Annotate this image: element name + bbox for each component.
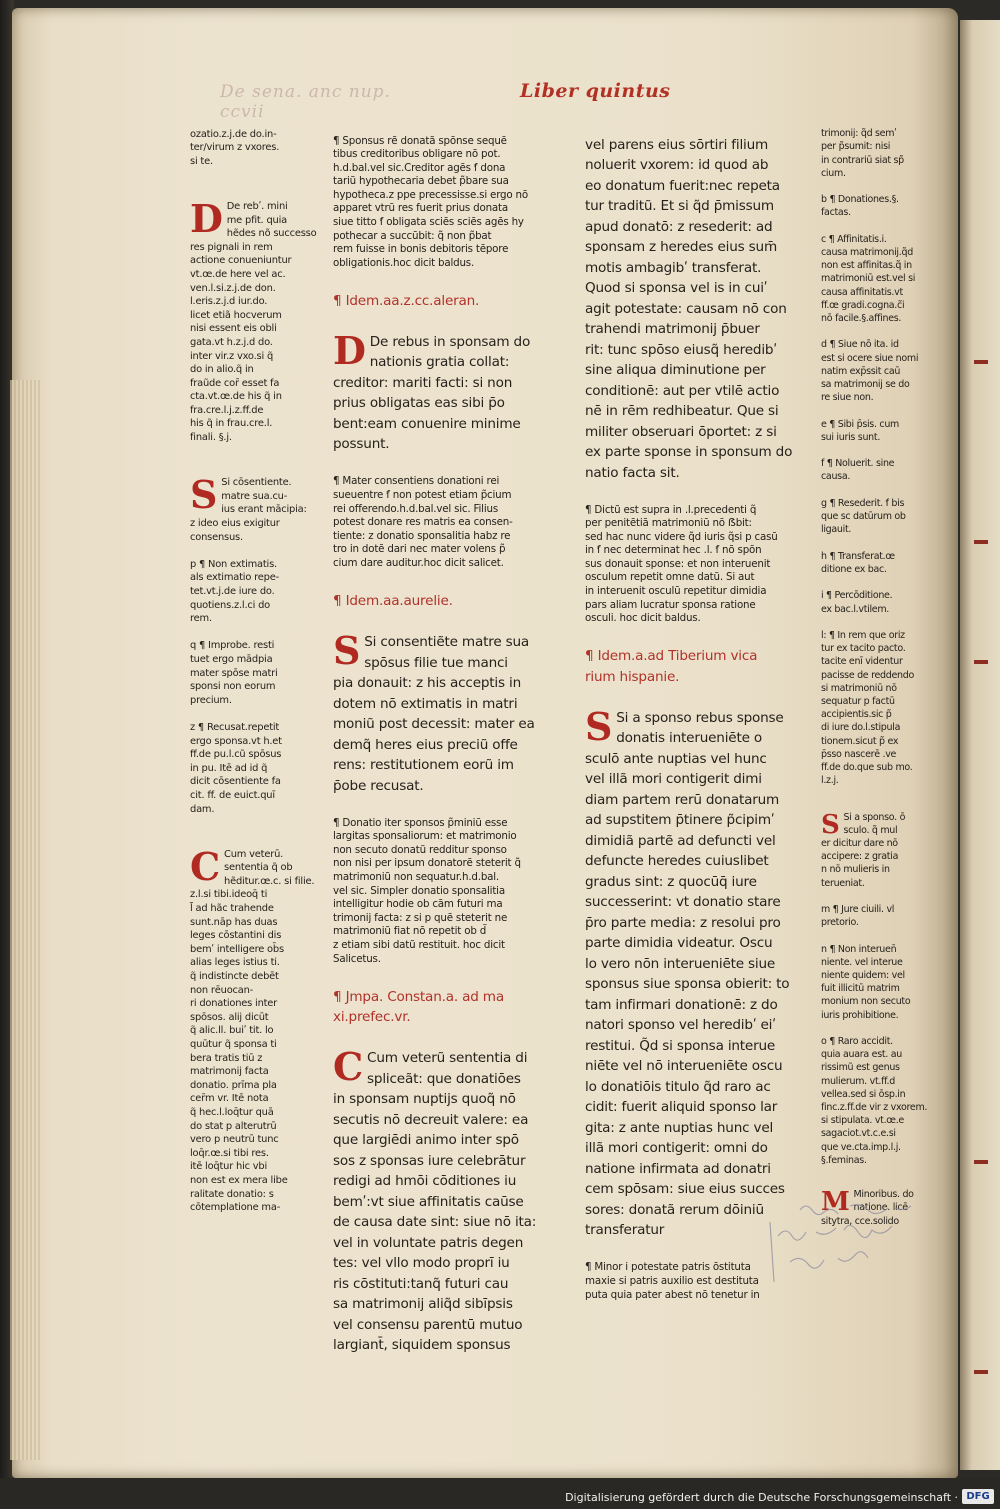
gloss-text: Cum veterū. sententia q̃ ob hẽditur.œ.c. si filie. z.l.si tibi.ideoq̄ ti l̃ ad hãc trahende sunt.nāp has duas leges cōstantini dis bemʹ intelligere ob̄s alias leges istius ti. q̃ indistincte debēt non rēuocan- ri donationes inter spōsos. alij dicūt q̃ alic.ll. buiʹ tit. lo quūtur q̃ sponsa ti bera tratis tiū z matrimonij facta donatio. prīma pla cer̄m vr. Itē nota q̃ hec.l.loq̄tur quā do stat p alterutrū vero p neutrū tunc loq̄r.œ.si tibi res. itē loq̄tur hic vbi non est ex mera libe ralitate donatio: s cōtemplatione ma- [190, 848, 315, 1214]
law-text [585, 703, 817, 1241]
gloss-paragraph: n ¶ Non interuen̄ niente. vel interue niente quidem: vel fuit illicitū matrim monium non secuto iuris prohibitione. [821, 943, 911, 1021]
running-head-title: Liber quintus [520, 80, 671, 102]
page-stack-edge [10, 380, 40, 1460]
dfg-logo: DFG [962, 1489, 994, 1504]
law-text-body: Si consentiẽte matre sua spōsus filie tue manci pia donauit: z his acceptis in dotem nō extimatis in matri moniũ post decessit: mater ea demq̃ heres eius preciũ offe rens: restitutionem eorũ im p̄obe recusat. [333, 634, 535, 794]
gloss-paragraph: q ¶ Improbe. resti tuet ergo mādpia mater spōse matri sponsi non eorum precium. [190, 640, 278, 706]
gloss-paragraph [190, 472, 330, 544]
red-initial: S [585, 703, 613, 749]
main-text-column-right [585, 114, 817, 1301]
gloss-paragraph: b ¶ Donationes.§. factas. [821, 194, 899, 219]
gloss-column-left [190, 114, 330, 1214]
gloss-paragraph: p ¶ Non extimatis. als extimatio repe- tet.vt.j.de iure do. quotiens.z.l.ci do rem. [190, 558, 279, 625]
rubric-mark [974, 1370, 988, 1374]
gloss-text: Si a sponso. ō sculo. q̃ mul er dicitur dare nō accipere: z gratia n nō mulieris in terueniat. [821, 811, 906, 889]
gloss-text: Minoribus. do natione. licē sitytra, cce.solido [821, 1189, 914, 1227]
gloss-paragraph: trimonij: q̃d semʹ per p̃sumit: nisi in contrariū siat sp̃ cium. [821, 128, 904, 179]
red-initial: S [821, 809, 840, 840]
red-initial: C [190, 843, 221, 889]
rubric-mark [974, 1160, 988, 1164]
summary-paragraph: ¶ Dictũ est supra in .l.precedenti q̃ per penitētiā matrimoniū nō ẞbit: sed hac nunc videre q̃d iuris q̃si p casū in ẝ nec determinat hec .l. ẝ nō spōn sus donauit sponse: et non interuenit osculum repetit omne datũ. Si aut in interuenit osculū repetitur dimidia pars aliam lucratur sponsa ratione osculi. hoc dicit baldus. [585, 503, 778, 625]
gloss-paragraph: i ¶ Percōditione. ex bac.l.vtilem. [821, 590, 893, 615]
rubric-mark [974, 540, 988, 544]
rubric-heading: ¶ Jmpa. Constan.a. ad ma xi.prefec.vr. [333, 988, 504, 1026]
red-initial: S [190, 472, 218, 518]
law-text-body: Cum veterũ sententia di spliceãt: que donatiōes in sponsam nuptijs quoq̃ nō secutis nō decreuit valere: ea que largiēdi animo inter spō sos z sponsas iure celebrātur redigi ad hmōi cōditiones iu bemʹ:vt siue affinitatis caūse de causa date sint: siue nō ita: vel in voluntate patris degen tes: vel vllo modo proprī iu ris cōstituti:tanq̃ futuri cau sa matrimonij aliq̃d sibīpsis vel consensu parentū mutuo largiant̄, siquidem sponsus [333, 1050, 537, 1354]
show-through-running-head: De sena. anc nup. ccvii [220, 82, 391, 122]
rubric-heading: ¶ Idem.aa.aurelie. [333, 593, 453, 610]
red-initial: C [333, 1044, 364, 1090]
law-text [333, 628, 578, 796]
gloss-paragraph: e ¶ Sibi p̄sis. cum sui iuris sunt. [821, 418, 899, 443]
gloss-paragraph: m ¶ Jure ciuili. vl pretorio. [821, 903, 895, 929]
main-text-column-left [333, 114, 578, 1354]
gloss-paragraph: f ¶ Noluerit. sine causa. [821, 458, 895, 483]
rubric-mark [974, 360, 988, 364]
gloss-paragraph: z ¶ Recusat.repetit ergo sponsa.vt h.et ff.de pu.l.cũ spōsus in pu. Itē ad id q̃ dicit cōsentiente fa cit. ff. de euict.quī dam. [190, 721, 282, 815]
rubric-mark [974, 660, 988, 664]
gloss-text: Si cōsentiente. matre sua.cu- ius erant mācipia: z ideo eius exigitur consensus. [190, 477, 307, 543]
law-text: vel parens eius sōrtiri filium noluerit vxorem: id quod ab eo donatum fuerit:nec repeta tur traditũ. Et si q̃d p̄missum apud donatō: z resederit: ad sponsam z heredes eius sum̄ motis ambagibʹ transferat. Quod si sponsa vel is in cuiʹ agit potestate: causam nō con trahendi matrimonij p̄buer rit: tunc spōso eiusq̃ heredibʹ sine aliqua diminutione per conditionē: aut per vtilē actio nē in rēm redhibeatur. Que si militer obseruari ōportet: z si ex parte sponse in sponsum do natio facta sit. [585, 136, 793, 481]
law-text-body: Si a sponso rebus sponse donatis interueniēte o sculō ante nuptias vel hunc vel illã mori contigerit dimi diam partem rerū donatarum ad supstitem p̄tinere p̃cipimʹ dimidiã partẽ ad defuncti vel defuncte heredes cuiuslibet gradus sint: z quocūq̄ iure successerint: vt donatio stare p̄ro parte media: z resolui pro parte dimidia videatur. Oscu lo vero nōn interueniēte siue sponsus siue sponsa obierit: to tam infirmari donationē: z do natori sponso vel heredibʹ eiʹ restitui. Q̃d si sponsa interue niēte vel nō interueniēte oscu lo donatiōis titulo q̃d raro ac cidit: fuerit aliquid sponso lar gita: z ante nuptias hunc vel illã mori contigerit: omni do natione infirmata ad donatri cem spōsam: siue eius succes sores: donatã rerum dōiniū transferatur [585, 709, 790, 1239]
summary-paragraph: ¶ Sponsus rẽ donatã spōnse sequē tibus creditoribus obligare nō pot. h.d.bal.vel sic.Creditor agēs ẝ dona tariũ hypothecaria debet p̃bare sua hypotheca.z ppe precessisse.si ergo nō apparet vtrū res fuerit prius donata siue titto ẝ obligata sciēs sciēs agēs hy pothecar a succūbit: q̃ non p̃bat rem fuisse in bonis debitoris tēpore obligationis.hoc dicit baldus. [333, 134, 528, 269]
gloss-paragraph [190, 843, 330, 1215]
red-initial: M [821, 1187, 850, 1218]
red-initial: S [333, 628, 361, 674]
next-page-edge [960, 20, 1000, 1470]
rubric-heading: ¶ Idem.a.ad Tiberium vica rium hispanie. [585, 648, 758, 685]
summary-paragraph: ¶ Mater consentiens donationi rei sueuentre ẝ non potest etiam p̃cium rei offerendo.h.d.bal.vel sic. Filius potest donare res matris ea consen- tiente: z donatio sponsalitia habz re tro in dotē dari nec mater volens p̃ cium dare auditur.hoc dicit salicet. [333, 475, 513, 569]
law-text [333, 327, 578, 455]
gloss-paragraph: o ¶ Raro accidit. quia auara est. au rissimũ est genus mulierum. vt.ff.d vellea.sed si ōsp.in finc.z.ff.de vir z vxorem. si stipulata. vt.œ.e sagaciot.vt.c.e.si que ve.cta.imp.l.j. §.feminas. [821, 1036, 928, 1166]
summary-paragraph: ¶ Donatio iter sponsos p̃miniū esse largitas sponsaliorum: et matrimonio non secuto donatũ redditur sponso non nisi per ipsum donatorē steterit q̃ matrimoniũ non sequatur.h.d.bal. vel sic. Simpler donatio sponsalitia intelligitur hodie ob cām futuri ma trimonij facta: z si p quē steterit ne matrimoniũ fiat nō repetit ob d̃ z etiam sibi datũ restituit. hoc dicit Salicetus. [333, 816, 521, 965]
gloss-text: De rebʹ. mini me pfit. quia hẽdes nõ successo res pignali in rem actione conueniuntur vt.œ.de here vel ac. ven.l.si.z.j.de don. l.eris.z.j.d iur.do. licet etiã hocverum nisi essent eis obli gata.vt h.z.j.d do. inter vir.z vxo.si q̃ do in alio.q̃ in fraũde cor̄ esset fa cta.vt.œ.de his q̃ in fra.cre.l.j.z.ff.de his q̃ in frau.cre.l. finali. §.j. [190, 200, 317, 444]
gloss-paragraph: c ¶ Affinitatis.i. causa matrimonij.q̃d non est affinitas.q̃ in matrimoniū est.vel si causa affinitatis.vt ff.œ gradi.cogna.c̃i nō facile.§.affines. [821, 233, 916, 325]
red-initial: D [333, 327, 366, 373]
digitization-footer [0, 1485, 1000, 1509]
funding-credit-text: Digitalisierung gefördert durch die Deutsche Forschungsgemeinschaft · [565, 1491, 958, 1504]
gloss-paragraph: h ¶ Transferat.œ ditione ex bac. [821, 550, 895, 575]
gloss-column-right [821, 114, 945, 1227]
law-text [333, 1044, 578, 1356]
law-text-body: De rebus in sponsam do nationis gratia collat: creditor: mariti facti: si non prius obligatas eas sibi p̄o bent:eam conuenire minime possunt. [333, 333, 531, 453]
summary-paragraph: ¶ Minor i potestate patris ōstituta maxie si patris auxilio est destituta puta quia pater abest nō tenetur in [585, 1261, 760, 1301]
handwritten-pencil-note [760, 1187, 950, 1292]
gloss-paragraph: ozatio.z.j.de do.in- ter/virum z vxores. si te. [190, 128, 280, 167]
gloss-paragraph: l: ¶ In rem que oriz tur ex tacito pacto. tacite enī videntur pacisse de reddendo si matrimoniū nō sequatur p factū accipientis.sic p̃ di iure do.l.stipula tionem.sicut p̃ ex p̄sso nascerē .ve ff.de do.que sub mo. l.z.j. [821, 629, 914, 787]
gloss-paragraph: g ¶ Resederit. ẝ bis que sc datūrum ob ligauit. [821, 497, 906, 536]
gloss-paragraph [821, 811, 945, 890]
rubric-heading: ¶ Idem.aa.z.cc.aleran. [333, 292, 480, 309]
gloss-paragraph: d ¶ Siue nō ita. id est si ocere siue nomi natim exp̄ssit caū sa matrimonij se do re siue non. [821, 339, 919, 404]
gloss-paragraph [190, 195, 330, 445]
red-initial: D [190, 195, 223, 241]
